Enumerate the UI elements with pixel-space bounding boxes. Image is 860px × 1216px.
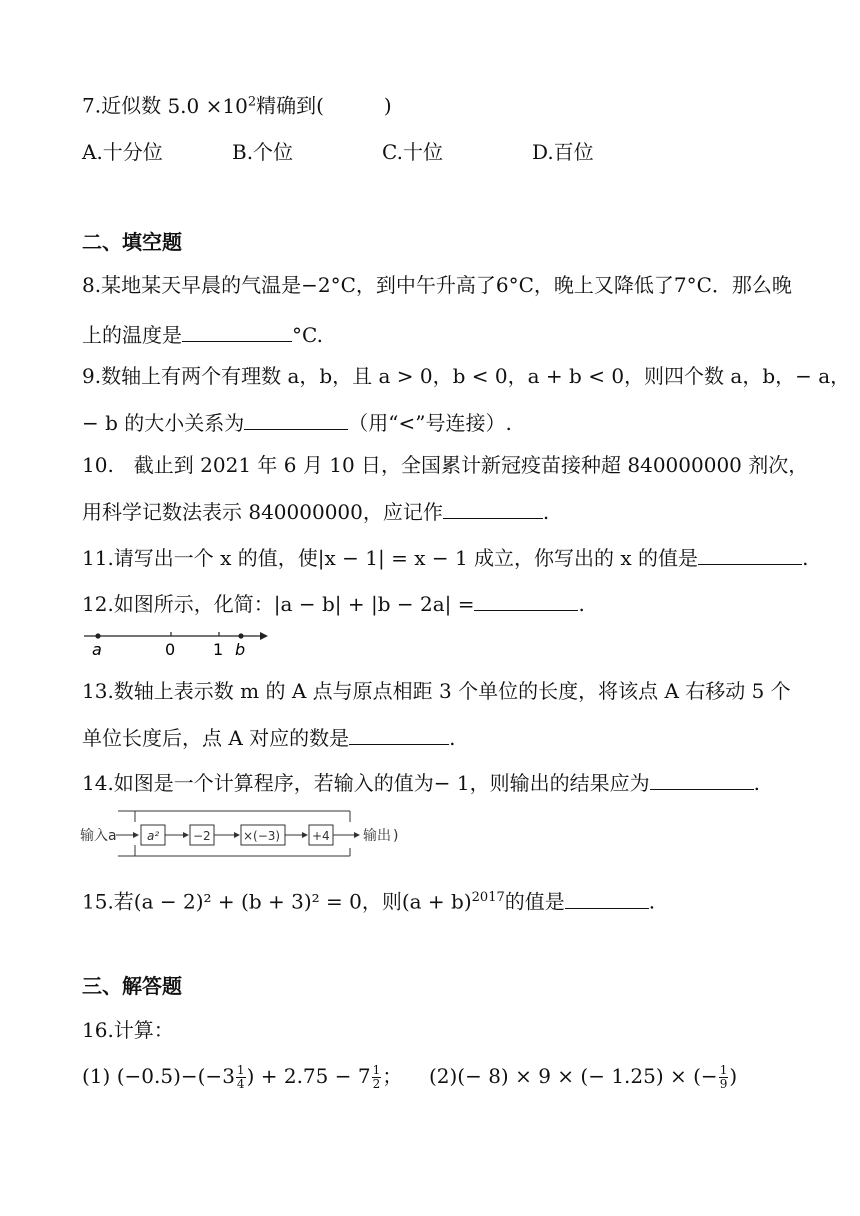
svg-text:×(−3): ×(−3) (243, 829, 281, 843)
question-7 (82, 88, 392, 120)
point-a (95, 633, 100, 638)
q13-answer-blank (349, 722, 449, 745)
label-a: a (92, 640, 102, 659)
q12-number-line (82, 625, 272, 661)
point-b (238, 633, 243, 638)
q14-line: 14.如图是一个计算程序，若输入的值为− 1，则输出的结果应为 . (82, 767, 760, 797)
q12-line: 12.如图所示，化简：|a − b| + |b − 2a| = . (82, 588, 585, 618)
flow-input-label: 输入a (80, 828, 117, 844)
svg-text:): ) (393, 828, 399, 844)
q15-answer-blank (565, 886, 649, 909)
q10-line2: 用科学记数法表示 840000000，应记作 . (82, 496, 549, 526)
q10-answer-blank (443, 496, 543, 519)
section-2-title: 二、填空题 (82, 230, 182, 254)
q7-text: 近似数 (101, 93, 162, 118)
svg-text:a²: a² (147, 829, 160, 843)
q16-part2: (2)(− 8) × 9 × (− 1.25) × (− $\frac{1}{9}$ ) (428, 1063, 738, 1091)
label-zero: 0 (165, 640, 176, 659)
q14-flowchart (80, 808, 400, 860)
q11-answer-blank (698, 542, 802, 565)
q7-text-c: ) (383, 93, 392, 118)
label-one: 1 (213, 640, 224, 659)
q11-line: 11.请写出一个 x 的值，使|x − 1| = x − 1 成立，你写出的 x 的值是 . (82, 542, 808, 572)
q7-text-b: 精确到( (256, 93, 324, 118)
q16-title: 16.计算： (82, 1018, 174, 1042)
svg-text:+4: +4 (312, 829, 330, 843)
q8-answer-blank (182, 319, 292, 342)
q7-option-c: C.十位 (382, 140, 443, 164)
q12-answer-blank (474, 588, 578, 611)
q7-option-d: D.百位 (532, 140, 594, 164)
q9-line2: − b 的大小关系为 （用“<”号连接）. (82, 407, 512, 437)
q13-line2: 单位长度后，点 A 对应的数是 . (82, 722, 456, 752)
flow-output-label: 输出 (363, 828, 391, 844)
q9-line1: 9.数轴上有两个有理数 a，b，且 a > 0，b < 0，a + b < 0，则四个数 a，b，− a， (82, 364, 851, 388)
q8-line2: 上的温度是 °C. (82, 319, 323, 349)
q9-answer-blank (244, 407, 348, 430)
q7-expression: $5.0 \times 10^2$ (167, 93, 257, 118)
q7-number: 7. (82, 93, 102, 118)
q13-line1: 13.数轴上表示数 m 的 A 点与原点相距 3 个单位的长度，将该点 A 右移动 5 个 (82, 679, 791, 703)
q15-line: 15.若(a − 2)² + (b + 3)² = 0，则$(a + b)^{2017}$的值是 . (82, 884, 655, 916)
svg-text:−2: −2 (193, 829, 211, 843)
q10-line1: 10. 截止到 2021 年 6 月 10 日，全国累计新冠疫苗接种超 840000000 剂次， (82, 453, 809, 477)
q7-option-a: A.十分位 (82, 140, 163, 164)
q8-line1: 8.某地某天早晨的气温是−2°C，到中午升高了6°C，晚上又降低了7°C．那么晚 (82, 273, 792, 297)
label-b: b (235, 640, 246, 659)
q16-part1: (1) (−0.5)−(−3 $\frac{1}{4}$ ) + 2.75 − 7 $\frac{1}{2}$ ； (82, 1063, 403, 1091)
q14-answer-blank (650, 767, 754, 790)
q16-parts (82, 1059, 737, 1093)
section-3-title: 三、解答题 (82, 974, 182, 998)
q7-option-b: B.个位 (232, 140, 294, 164)
